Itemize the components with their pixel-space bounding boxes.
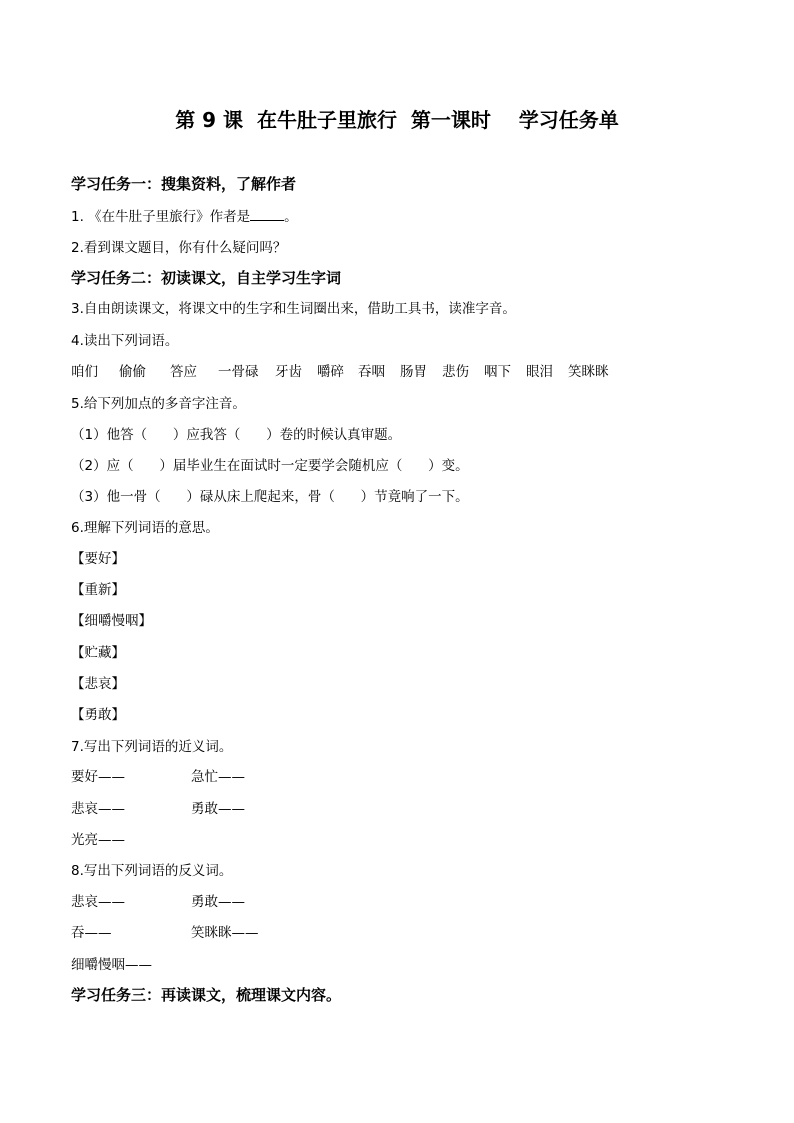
question-2: 2.看到课文题目，你有什么疑问吗？ (71, 240, 287, 256)
question-5-item: （3）他一骨（ ）碌从床上爬起来，骨（ ）节竟响了一下。 (71, 489, 469, 505)
synonym-item: 急忙—— (191, 769, 245, 785)
word-item: 咽下 (484, 364, 511, 380)
question-3: 3.自由朗读课文，将课文中的生字和生词圈出来，借助工具书，读准字音。 (71, 301, 516, 317)
synonym-item: 勇敢—— (191, 801, 245, 817)
word-item: 悲伤 (442, 364, 469, 380)
synonym-item: 要好—— (71, 769, 125, 785)
answer-blank (250, 208, 284, 221)
word-item: 一骨碌 (218, 364, 259, 380)
question-1 (71, 207, 298, 227)
question-4: 4.读出下列词语。 (71, 333, 179, 349)
word-item: 吞咽 (358, 364, 385, 380)
task1-heading: 学习任务一：搜集资料，了解作者 (71, 175, 297, 193)
task2-heading: 学习任务二：初读课文，自主学习生字词 (71, 269, 342, 287)
antonym-item: 细嚼慢咽—— (71, 957, 152, 973)
question-6-item: 【细嚼慢咽】 (71, 613, 152, 629)
word-item: 笑眯眯 (568, 364, 609, 380)
question-5-item: （1）他答（ ）应我答（ ）卷的时候认真审题。 (71, 427, 402, 443)
question-6-item: 【贮藏】 (71, 645, 125, 661)
question-6: 6.理解下列词语的意思。 (71, 520, 219, 536)
page-title: 第 9 课 在牛肚子里旅行 第一课时 学习任务单 (175, 108, 619, 132)
word-item: 答应 (170, 364, 197, 380)
task3-heading: 学习任务三：再读课文，梳理课文内容。 (71, 986, 342, 1004)
question-6-item: 【勇敢】 (71, 707, 125, 723)
word-item: 偷偷 (119, 364, 146, 380)
word-item: 牙齿 (275, 364, 302, 380)
word-item: 咱们 (71, 364, 98, 380)
question-8: 8.写出下列词语的反义词。 (71, 863, 233, 879)
word-list (71, 362, 631, 382)
antonym-item: 勇敢—— (191, 894, 245, 910)
question-6-item: 【重新】 (71, 582, 125, 598)
question-1-suffix: 。 (284, 209, 298, 225)
question-7: 7.写出下列词语的近义词。 (71, 739, 233, 755)
question-6-item: 【悲哀】 (71, 676, 125, 692)
question-6-item: 【要好】 (71, 551, 125, 567)
antonym-item: 吞—— (71, 925, 112, 941)
question-5-item: （2）应（ ）届毕业生在面试时一定要学会随机应（ ）变。 (71, 458, 469, 474)
question-1-text: 1. 《在牛肚子里旅行》作者是 (71, 209, 251, 225)
question-5: 5.给下列加点的多音字注音。 (71, 396, 246, 412)
word-item: 眼泪 (526, 364, 553, 380)
synonym-item: 光亮—— (71, 832, 125, 848)
synonym-item: 悲哀—— (71, 801, 125, 817)
antonym-item: 悲哀—— (71, 894, 125, 910)
word-item: 嚼碎 (317, 364, 344, 380)
antonym-item: 笑眯眯—— (191, 925, 259, 941)
word-item: 肠胃 (400, 364, 427, 380)
